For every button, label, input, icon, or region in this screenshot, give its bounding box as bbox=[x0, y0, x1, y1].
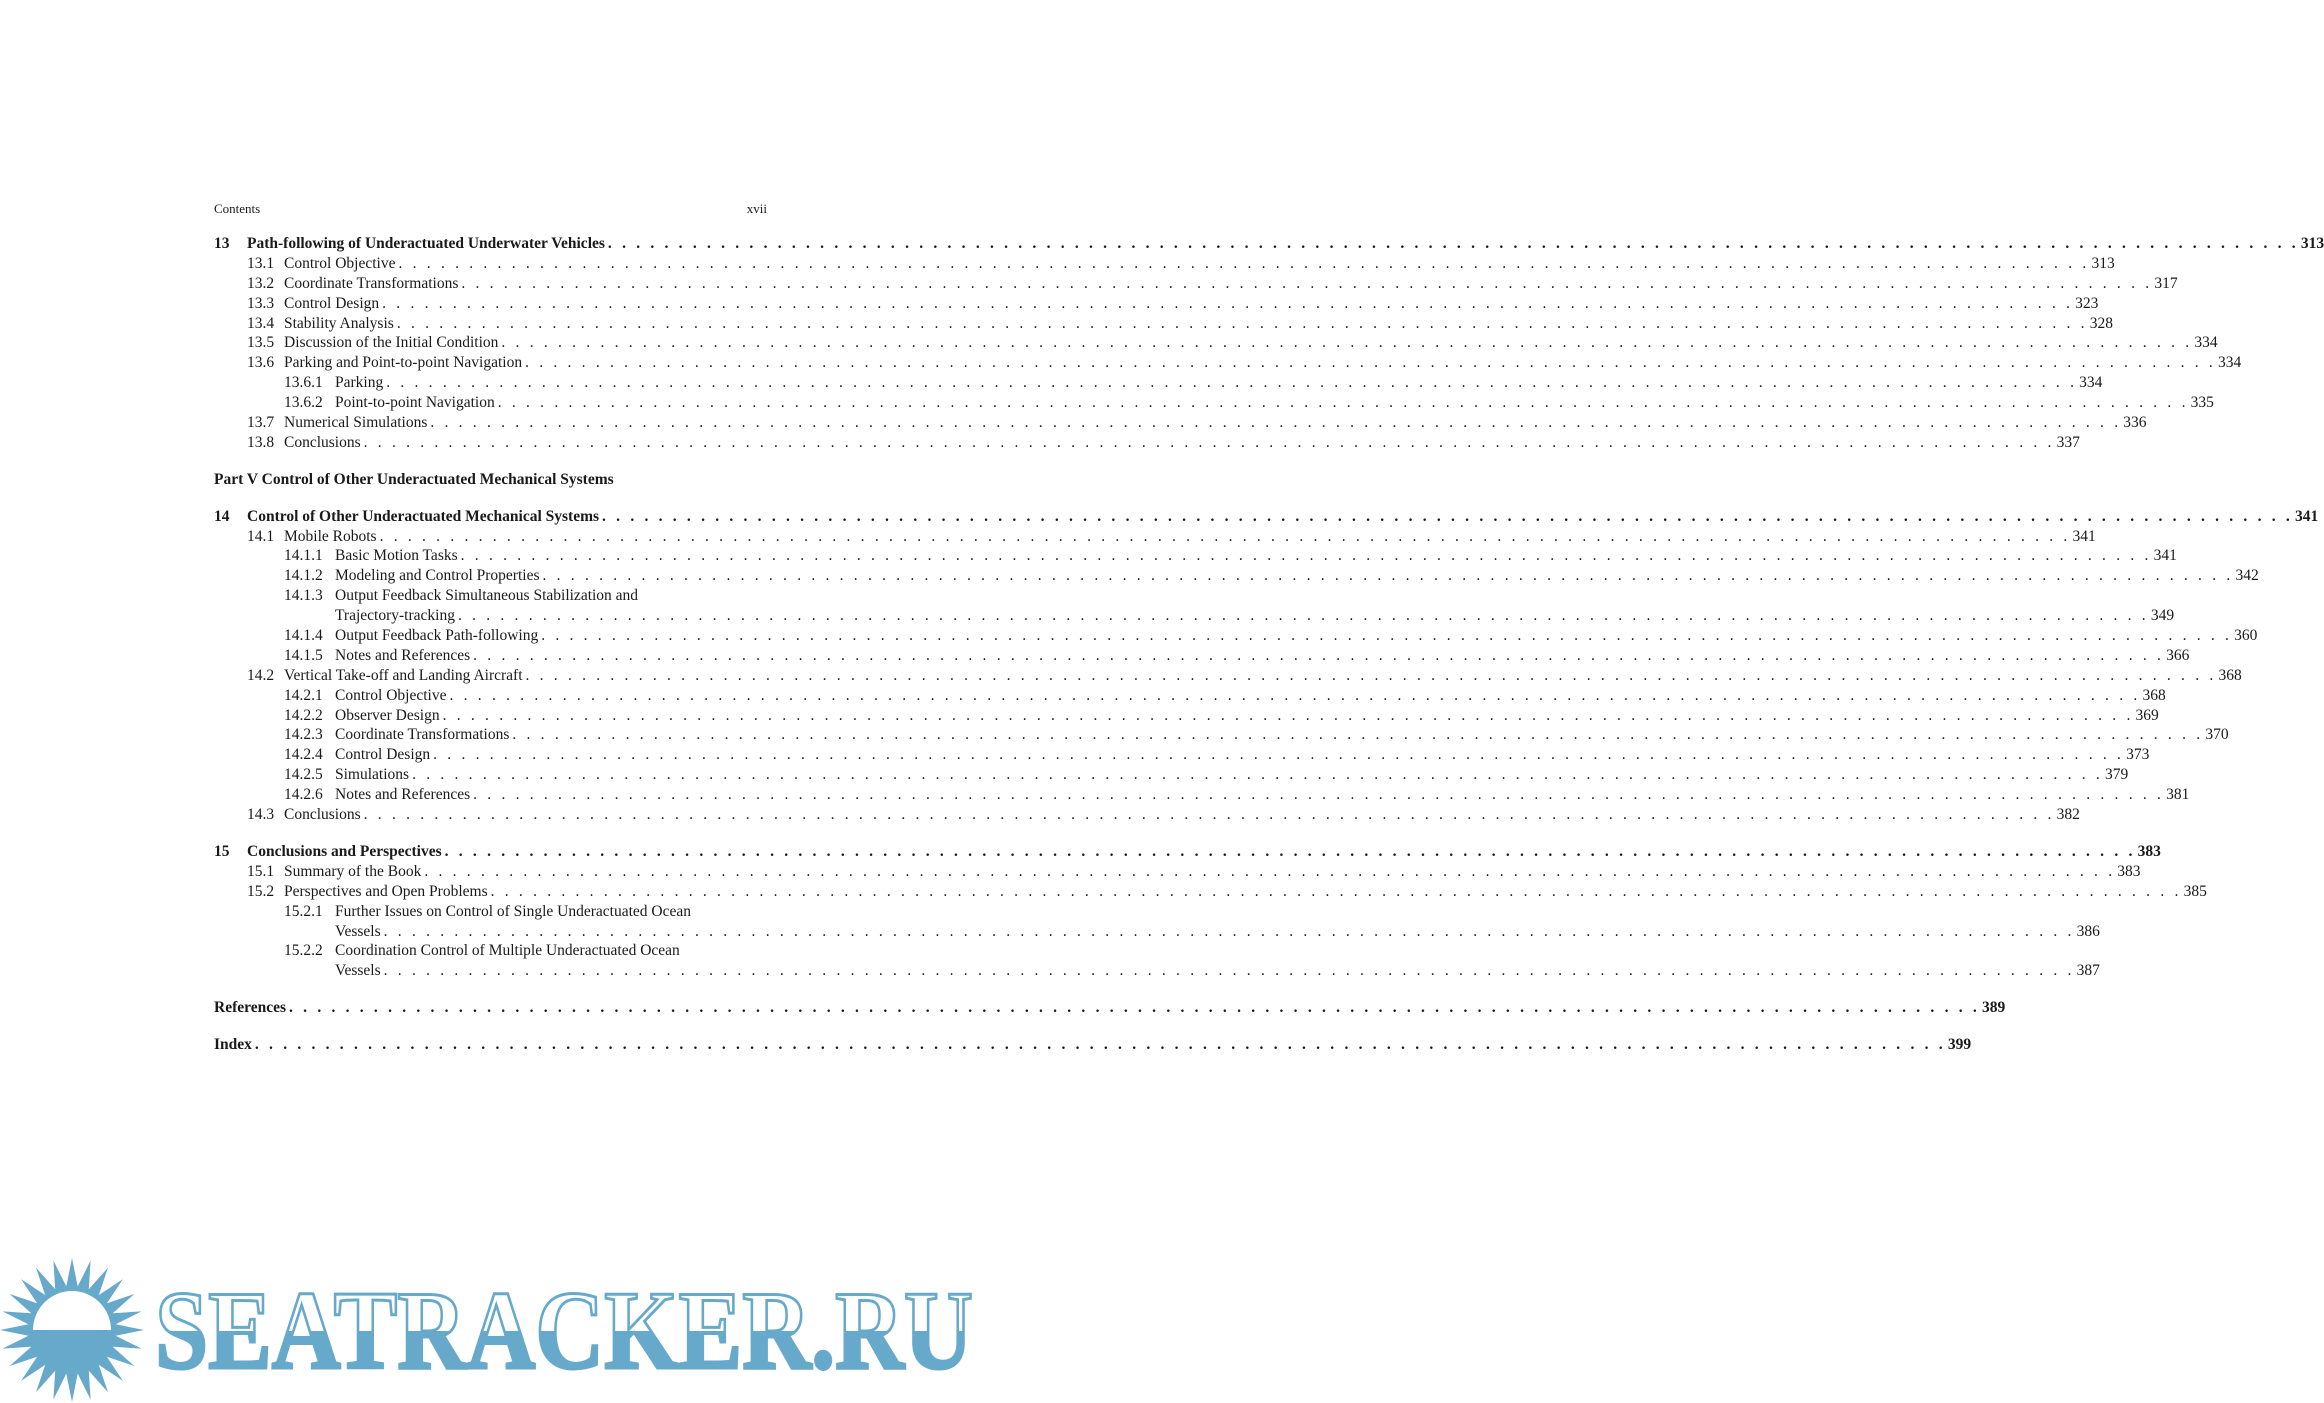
toc-entry[interactable] bbox=[214, 626, 2258, 646]
entry-page: 313 bbox=[2091, 254, 2115, 272]
entry-title: Further Issues on Control of Single Underactuated Ocean bbox=[335, 902, 691, 920]
toc-group bbox=[214, 1035, 1972, 1055]
entry-page: 334 bbox=[2218, 354, 2242, 372]
toc-entry[interactable] bbox=[214, 998, 2006, 1018]
entry-body bbox=[247, 234, 2324, 254]
entry-title: Point-to-point Navigation bbox=[335, 394, 495, 412]
dot-leader: . . . . . . . . . . . . . . . . . . . . . . . . . . . . . . . . . . . . . . . . . . . . . . . . . . . . . . . . . . . . . . . . . . . . . . . . . . . . . . . . . . . . . . . . . . . . . . . . . . . . . . . . . . . . . . . . . . . . . . . . bbox=[383, 922, 2075, 940]
toc-entry[interactable] bbox=[214, 785, 2190, 805]
entry-number: 14.1.2 bbox=[284, 567, 323, 585]
toc-entry[interactable] bbox=[214, 254, 2115, 274]
entry-title: Control Design bbox=[284, 294, 380, 312]
entry-page: 366 bbox=[2166, 646, 2190, 664]
entry-body bbox=[335, 725, 2229, 745]
entry-number: 14.1.4 bbox=[284, 627, 323, 645]
toc-entry[interactable] bbox=[214, 666, 2242, 686]
entry-number: 14.2.2 bbox=[284, 706, 323, 724]
toc-entry[interactable] bbox=[214, 765, 2129, 785]
dot-leader: . . . . . . . . . . . . . . . . . . . . . . . . . . . . . . . . . . . . . . . . . . . . . . . . . . . . . . . . . . . . . . . . . . . . . . . . . . . . . . . . . . . . . . . . . . . . . . . . . . . . . . . . . . . . . . . . . . . . . . . . bbox=[490, 882, 2182, 900]
dot-leader: . . . . . . . . . . . . . . . . . . . . . . . . . . . . . . . . . . . . . . . . . . . . . . . . . . . . . . . . . . . . . . . . . . . . . . . . . . . . . . . . . . . . . . . . . . . . . . . . . . . . . . . . . . . . . . . . . . . . . . . . bbox=[289, 999, 1980, 1017]
toc-entry-continuation bbox=[214, 922, 2100, 942]
dot-leader: . . . . . . . . . . . . . . . . . . . . . . . . . . . . . . . . . . . . . . . . . . . . . . . . . . . . . . . . . . . . . . . . . . . . . . . . . . . . . . . . . . . . . . . . . . . . . . . . . . . . . . . . . . . . . . . . . . . . . . . . bbox=[512, 726, 2204, 744]
entry-number: 13.5 bbox=[247, 334, 275, 352]
seatracker-watermark bbox=[0, 1250, 991, 1403]
entry-number: 13.6.2 bbox=[284, 394, 323, 412]
entry-title: Parking bbox=[335, 374, 384, 392]
toc-group bbox=[214, 842, 2207, 981]
dot-leader: . . . . . . . . . . . . . . . . . . . . . . . . . . . . . . . . . . . . . . . . . . . . . . . . . . . . . . . . . . . . . . . . . . . . . . . . . . . . . . . . . . . . . . . . . . . . . . . . . . . . . . . . . . . . . . . . . . . . . . . . bbox=[602, 507, 2293, 525]
toc-entry[interactable] bbox=[214, 941, 767, 961]
entry-body bbox=[284, 527, 2096, 547]
entry-body bbox=[335, 546, 2177, 566]
entry-body bbox=[335, 626, 2258, 646]
entry-page: 336 bbox=[2123, 414, 2147, 432]
entry-body bbox=[335, 902, 767, 922]
toc-entry[interactable] bbox=[214, 842, 2161, 862]
entry-number: 13.1 bbox=[247, 254, 275, 272]
entry-title: Observer Design bbox=[335, 706, 440, 724]
entry-page: 383 bbox=[2117, 862, 2141, 880]
toc-group bbox=[214, 234, 2324, 453]
entry-page: 385 bbox=[2183, 882, 2207, 900]
dot-leader: . . . . . . . . . . . . . . . . . . . . . . . . . . . . . . . . . . . . . . . . . . . . . . . . . . . . . . . . . . . . . . . . . . . . . . . . . . . . . . . . . . . . . . . . . . . . . . . . . . . . . . . . . . . . . . . . . . . . . . . . bbox=[461, 274, 2153, 292]
entry-number: 13.2 bbox=[247, 274, 275, 292]
entry-title: Perspectives and Open Problems bbox=[284, 882, 488, 900]
dot-leader: . . . . . . . . . . . . . . . . . . . . . . . . . . . . . . . . . . . . . . . . . . . . . . . . . . . . . . . . . . . . . . . . . . . . . . . . . . . . . . . . . . . . . . . . . . . . . . . . . . . . . . . . . . . . . . . . . . . . . . . . bbox=[444, 842, 2136, 860]
entry-body bbox=[284, 254, 2115, 274]
entry-number: 14.1.1 bbox=[284, 547, 323, 565]
entry-page: 369 bbox=[2135, 706, 2159, 724]
entry-page: 342 bbox=[2235, 567, 2259, 585]
entry-title-continued: Vessels bbox=[335, 962, 381, 980]
dot-leader: . . . . . . . . . . . . . . . . . . . . . . . . . . . . . . . . . . . . . . . . . . . . . . . . . . . . . . . . . . . . . . . . . . . . . . . . . . . . . . . . . . . . . . . . . . . . . . . . . . . . . . . . . . . . . . . . . . . . . . . . bbox=[473, 646, 2165, 664]
toc-entry[interactable] bbox=[214, 706, 2159, 726]
entry-number: 15.2.2 bbox=[284, 942, 323, 960]
page-number: xvii bbox=[746, 201, 767, 216]
entry-number: 13.8 bbox=[247, 433, 275, 451]
toc-entry[interactable] bbox=[214, 353, 2242, 373]
entry-title: Coordinate Transformations bbox=[284, 274, 459, 292]
dot-leader: . . . . . . . . . . . . . . . . . . . . . . . . . . . . . . . . . . . . . . . . . . . . . . . . . . . . . . . . . . . . . . . . . . . . . . . . . . . . . . . . . . . . . . . . . . . . . . . . . . . . . . . . . . . . . . . . . . . . . . . . bbox=[363, 433, 2055, 451]
toc-entry[interactable] bbox=[214, 507, 2319, 527]
entry-title: Mobile Robots bbox=[284, 527, 377, 545]
entry-number: 13.6 bbox=[247, 354, 275, 372]
entry-number: 14.1 bbox=[247, 527, 275, 545]
entry-page: 383 bbox=[2137, 842, 2161, 860]
entry-title: Modeling and Control Properties bbox=[335, 567, 540, 585]
entry-page: 389 bbox=[1981, 999, 2006, 1017]
toc-entry[interactable] bbox=[214, 1035, 1972, 1055]
entry-page: 334 bbox=[2079, 374, 2103, 392]
dot-leader: . . . . . . . . . . . . . . . . . . . . . . . . . . . . . . . . . . . . . . . . . . . . . . . . . . . . . . . . . . . . . . . . . . . . . . . . . . . . . . . . . . . . . . . . . . . . . . . . . . . . . . . . . . . . . . . . . . . . . . . . bbox=[525, 354, 2217, 372]
entry-title-continued: Trajectory-tracking bbox=[335, 607, 455, 625]
entry-body bbox=[335, 373, 2103, 393]
entry-body bbox=[284, 862, 2141, 882]
sun-logo-icon bbox=[0, 1258, 144, 1402]
entry-body bbox=[284, 353, 2242, 373]
toc-entry[interactable] bbox=[214, 686, 2166, 706]
entry-title: Parking and Point-to-point Navigation bbox=[284, 354, 523, 372]
entry-number: 13 bbox=[214, 235, 230, 252]
entry-number: 13.3 bbox=[247, 294, 275, 312]
entry-body bbox=[284, 666, 2242, 686]
entry-title: Index bbox=[214, 1036, 252, 1054]
entry-number: 14.2.1 bbox=[284, 686, 323, 704]
dot-leader: . . . . . . . . . . . . . . . . . . . . . . . . . . . . . . . . . . . . . . . . . . . . . . . . . . . . . . . . . . . . . . . . . . . . . . . . . . . . . . . . . . . . . . . . . . . . . . . . . . . . . . . . . . . . . . . . . . . . . . . . bbox=[386, 374, 2078, 392]
entry-title: Control of Other Underactuated Mechanical Systems bbox=[247, 507, 600, 525]
entry-title: Basic Motion Tasks bbox=[335, 547, 458, 565]
running-header-title: Contents bbox=[214, 201, 261, 216]
toc-entry-continuation bbox=[214, 606, 2175, 626]
entry-number: 13.4 bbox=[247, 314, 275, 332]
dot-leader: . . . . . . . . . . . . . . . . . . . . . . . . . . . . . . . . . . . . . . . . . . . . . . . . . . . . . . . . . . . . . . . . . . . . . . . . . . . . . . . . . . . . . . . . . . . . . . . . . . . . . . . . . . . . . . . . . . . . . . . . bbox=[541, 627, 2233, 645]
entry-body bbox=[335, 646, 2190, 666]
entry-body bbox=[284, 882, 2207, 902]
dot-leader: . . . . . . . . . . . . . . . . . . . . . . . . . . . . . . . . . . . . . . . . . . . . . . . . . . . . . . . . . . . . . . . . . . . . . . . . . . . . . . . . . . . . . . . . . . . . . . . . . . . . . . . . . . . . . . . . . . . . . . . . bbox=[398, 254, 2090, 272]
entry-title: Conclusions and Perspectives bbox=[247, 842, 442, 860]
entry-page: 382 bbox=[2056, 806, 2080, 824]
entry-number: 13.6.1 bbox=[284, 374, 323, 392]
entry-title-continued: Vessels bbox=[335, 922, 381, 940]
dot-leader: . . . . . . . . . . . . . . . . . . . . . . . . . . . . . . . . . . . . . . . . . . . . . . . . . . . . . . . . . . . . . . . . . . . . . . . . . . . . . . . . . . . . . . . . . . . . . . . . . . . . . . . . . . . . . . . . . . . . . . . . bbox=[473, 786, 2165, 804]
toc-entry[interactable] bbox=[214, 527, 2096, 547]
entry-body bbox=[335, 686, 2166, 706]
entry-title: Path-following of Underactuated Underwater Vehicles bbox=[247, 235, 605, 252]
entry-page: 373 bbox=[2126, 746, 2150, 764]
entry-title: Stability Analysis bbox=[284, 314, 394, 332]
watermark-text: SEATRACKER.RU bbox=[155, 1269, 973, 1393]
dot-leader: . . . . . . . . . . . . . . . . . . . . . . . . . . . . . . . . . . . . . . . . . . . . . . . . . . . . . . . . . . . . . . . . . . . . . . . . . . . . . . . . . . . . . . . . . . . . . . . . . . . . . . . . . . . . . . . . . . . . . . . . bbox=[497, 394, 2189, 412]
toc-entry[interactable] bbox=[214, 745, 2150, 765]
entry-page: 360 bbox=[2234, 627, 2258, 645]
entry-page: 323 bbox=[2075, 294, 2099, 312]
entry-number: 15.1 bbox=[247, 862, 275, 880]
entry-body bbox=[284, 274, 2178, 294]
entry-body bbox=[284, 805, 2080, 825]
entry-number: 14 bbox=[214, 507, 230, 525]
entry-page: 341 bbox=[2072, 527, 2096, 545]
entry-body bbox=[335, 941, 767, 961]
entry-number: 14.2 bbox=[247, 666, 275, 684]
entry-title: Control Objective bbox=[284, 254, 396, 272]
entry-page: 381 bbox=[2166, 786, 2190, 804]
entry-body bbox=[335, 586, 767, 606]
entry-body bbox=[214, 998, 2006, 1018]
entry-page: 335 bbox=[2190, 394, 2214, 412]
entry-page: 328 bbox=[2089, 314, 2113, 332]
toc-entry[interactable] bbox=[214, 725, 2229, 745]
dot-leader: . . . . . . . . . . . . . . . . . . . . . . . . . . . . . . . . . . . . . . . . . . . . . . . . . . . . . . . . . . . . . . . . . . . . . . . . . . . . . . . . . . . . . . . . . . . . . . . . . . . . . . . . . . . . . . . . . . . . . . . . bbox=[433, 746, 2125, 764]
entry-body bbox=[214, 1035, 1972, 1055]
entry-body bbox=[284, 333, 2218, 353]
toc-entry[interactable] bbox=[214, 586, 767, 606]
entry-body bbox=[335, 393, 2214, 413]
entry-number: 14.2.3 bbox=[284, 726, 323, 744]
entry-body bbox=[247, 507, 2319, 527]
dot-leader: . . . . . . . . . . . . . . . . . . . . . . . . . . . . . . . . . . . . . . . . . . . . . . . . . . . . . . . . . . . . . . . . . . . . . . . . . . . . . . . . . . . . . . . . . . . . . . . . . . . . . . . . . . . . . . . . . . . . . . . . bbox=[412, 766, 2104, 784]
entry-title: Numerical Simulations bbox=[284, 414, 428, 432]
entry-page: 337 bbox=[2056, 433, 2080, 451]
toc-entry-continuation bbox=[214, 961, 2100, 981]
entry-number: 13.7 bbox=[247, 414, 275, 432]
entry-page: 379 bbox=[2105, 766, 2129, 784]
entry-number: 14.2.5 bbox=[284, 766, 323, 784]
toc-entry[interactable] bbox=[214, 882, 2207, 902]
entry-title: Summary of the Book bbox=[284, 862, 422, 880]
toc-group bbox=[214, 507, 2319, 825]
toc-entry[interactable] bbox=[214, 862, 2141, 882]
entry-body bbox=[335, 765, 2129, 785]
dot-leader: . . . . . . . . . . . . . . . . . . . . . . . . . . . . . . . . . . . . . . . . . . . . . . . . . . . . . . . . . . . . . . . . . . . . . . . . . . . . . . . . . . . . . . . . . . . . . . . . . . . . . . . . . . . . . . . . . . . . . . . . bbox=[363, 806, 2055, 824]
toc-entry[interactable] bbox=[214, 566, 2259, 586]
entry-number: 15 bbox=[214, 842, 230, 860]
dot-leader: . . . . . . . . . . . . . . . . . . . . . . . . . . . . . . . . . . . . . . . . . . . . . . . . . . . . . . . . . . . . . . . . . . . . . . . . . . . . . . . . . . . . . . . . . . . . . . . . . . . . . . . . . . . . . . . . . . . . . . . . bbox=[383, 962, 2075, 980]
entry-number: 15.2 bbox=[247, 882, 275, 900]
toc-entry[interactable] bbox=[214, 902, 767, 922]
dot-leader: . . . . . . . . . . . . . . . . . . . . . . . . . . . . . . . . . . . . . . . . . . . . . . . . . . . . . . . . . . . . . . . . . . . . . . . . . . . . . . . . . . . . . . . . . . . . . . . . . . . . . . . . . . . . . . . . . . . . . . . . bbox=[254, 1036, 1946, 1054]
toc-entry[interactable] bbox=[214, 274, 2178, 294]
entry-page: 399 bbox=[1947, 1036, 1972, 1054]
entry-body bbox=[335, 922, 2100, 942]
entry-title: Simulations bbox=[335, 766, 410, 784]
entry-body bbox=[247, 842, 2161, 862]
dot-leader: . . . . . . . . . . . . . . . . . . . . . . . . . . . . . . . . . . . . . . . . . . . . . . . . . . . . . . . . . . . . . . . . . . . . . . . . . . . . . . . . . . . . . . . . . . . . . . . . . . . . . . . . . . . . . . . . . . . . . . . . bbox=[424, 862, 2116, 880]
entry-title: Notes and References bbox=[335, 786, 471, 804]
dot-leader: . . . . . . . . . . . . . . . . . . . . . . . . . . . . . . . . . . . . . . . . . . . . . . . . . . . . . . . . . . . . . . . . . . . . . . . . . . . . . . . . . . . . . . . . . . . . . . . . . . . . . . . . . . . . . . . . . . . . . . . . bbox=[430, 414, 2122, 432]
toc-group bbox=[214, 998, 2006, 1018]
dot-leader: . . . . . . . . . . . . . . . . . . . . . . . . . . . . . . . . . . . . . . . . . . . . . . . . . . . . . . . . . . . . . . . . . . . . . . . . . . . . . . . . . . . . . . . . . . . . . . . . . . . . . . . . . . . . . . . . . . . . . . . . bbox=[457, 607, 2149, 625]
entry-number: 14.2.6 bbox=[284, 786, 323, 804]
entry-body bbox=[335, 606, 2175, 626]
dot-leader: . . . . . . . . . . . . . . . . . . . . . . . . . . . . . . . . . . . . . . . . . . . . . . . . . . . . . . . . . . . . . . . . . . . . . . . . . . . . . . . . . . . . . . . . . . . . . . . . . . . . . . . . . . . . . . . . . . . . . . . . bbox=[542, 567, 2234, 585]
entry-body bbox=[284, 294, 2099, 314]
entry-page: 368 bbox=[2218, 666, 2242, 684]
entry-body bbox=[284, 413, 2147, 433]
entry-title: References bbox=[214, 999, 287, 1017]
entry-number: 14.1.3 bbox=[284, 587, 323, 605]
toc-entry[interactable] bbox=[214, 373, 2103, 393]
dot-leader: . . . . . . . . . . . . . . . . . . . . . . . . . . . . . . . . . . . . . . . . . . . . . . . . . . . . . . . . . . . . . . . . . . . . . . . . . . . . . . . . . . . . . . . . . . . . . . . . . . . . . . . . . . . . . . . . . . . . . . . . bbox=[460, 547, 2152, 565]
toc-entry[interactable] bbox=[214, 294, 2099, 314]
entry-title: Coordinate Transformations bbox=[335, 726, 510, 744]
entry-title: Conclusions bbox=[284, 806, 361, 824]
entry-page: 368 bbox=[2142, 686, 2166, 704]
entry-page: 341 bbox=[2294, 507, 2319, 525]
entry-title: Output Feedback Simultaneous Stabilization and bbox=[335, 587, 639, 605]
toc-entry[interactable] bbox=[214, 393, 2214, 413]
toc-entry[interactable] bbox=[214, 805, 2080, 825]
dot-leader: . . . . . . . . . . . . . . . . . . . . . . . . . . . . . . . . . . . . . . . . . . . . . . . . . . . . . . . . . . . . . . . . . . . . . . . . . . . . . . . . . . . . . . . . . . . . . . . . . . . . . . . . . . . . . . . . . . . . . . . . bbox=[379, 527, 2071, 545]
entry-body bbox=[335, 706, 2159, 726]
entry-title: Control Design bbox=[335, 746, 431, 764]
entry-number: 14.2.4 bbox=[284, 746, 323, 764]
entry-body bbox=[335, 961, 2100, 981]
entry-page: 370 bbox=[2205, 726, 2229, 744]
entry-body bbox=[284, 433, 2080, 453]
entry-page: 387 bbox=[2076, 962, 2100, 980]
toc-entry[interactable] bbox=[214, 546, 2177, 566]
entry-number: 15.2.1 bbox=[284, 902, 323, 920]
entry-title: Conclusions bbox=[284, 433, 361, 451]
table-of-contents bbox=[214, 234, 2324, 1072]
toc-entry[interactable] bbox=[214, 433, 2080, 453]
entry-body bbox=[284, 314, 2113, 334]
entry-title: Notes and References bbox=[335, 646, 471, 664]
entry-title: Output Feedback Path-following bbox=[335, 627, 539, 645]
entry-title: Vertical Take-off and Landing Aircraft bbox=[284, 666, 523, 684]
entry-page: 341 bbox=[2153, 547, 2177, 565]
entry-page: 349 bbox=[2150, 607, 2175, 625]
dot-leader: . . . . . . . . . . . . . . . . . . . . . . . . . . . . . . . . . . . . . . . . . . . . . . . . . . . . . . . . . . . . . . . . . . . . . . . . . . . . . . . . . . . . . . . . . . . . . . . . . . . . . . . . . . . . . . . . . . . . . . . . bbox=[449, 686, 2141, 704]
entry-title: Control Objective bbox=[335, 686, 447, 704]
dot-leader: . . . . . . . . . . . . . . . . . . . . . . . . . . . . . . . . . . . . . . . . . . . . . . . . . . . . . . . . . . . . . . . . . . . . . . . . . . . . . . . . . . . . . . . . . . . . . . . . . . . . . . . . . . . . . . . . . . . . . . . . bbox=[396, 314, 2088, 332]
toc-entry[interactable] bbox=[214, 314, 2113, 334]
entry-title: Coordination Control of Multiple Underactuated Ocean bbox=[335, 942, 680, 960]
entry-number: 14.3 bbox=[247, 806, 275, 824]
entry-number: 14.1.5 bbox=[284, 646, 323, 664]
entry-body bbox=[335, 566, 2259, 586]
entry-page: 313 bbox=[2300, 235, 2324, 252]
toc-entry[interactable] bbox=[214, 333, 2218, 353]
entry-body bbox=[335, 745, 2150, 765]
dot-leader: . . . . . . . . . . . . . . . . . . . . . . . . . . . . . . . . . . . . . . . . . . . . . . . . . . . . . . . . . . . . . . . . . . . . . . . . . . . . . . . . . . . . . . . . . . . . . . . . . . . . . . . . . . . . . . . . . . . . . . . . bbox=[607, 235, 2299, 252]
part-heading: Part V Control of Other Underactuated Mechanical Systems bbox=[214, 470, 614, 488]
toc-entry[interactable] bbox=[214, 413, 2147, 433]
entry-body bbox=[335, 785, 2190, 805]
entry-page: 334 bbox=[2194, 334, 2218, 352]
entry-title: Discussion of the Initial Condition bbox=[284, 334, 499, 352]
dot-leader: . . . . . . . . . . . . . . . . . . . . . . . . . . . . . . . . . . . . . . . . . . . . . . . . . . . . . . . . . . . . . . . . . . . . . . . . . . . . . . . . . . . . . . . . . . . . . . . . . . . . . . . . . . . . . . . . . . . . . . . . bbox=[442, 706, 2134, 724]
dot-leader: . . . . . . . . . . . . . . . . . . . . . . . . . . . . . . . . . . . . . . . . . . . . . . . . . . . . . . . . . . . . . . . . . . . . . . . . . . . . . . . . . . . . . . . . . . . . . . . . . . . . . . . . . . . . . . . . . . . . . . . . bbox=[525, 666, 2217, 684]
entry-page: 386 bbox=[2076, 922, 2100, 940]
toc-entry[interactable] bbox=[214, 646, 2190, 666]
dot-leader: . . . . . . . . . . . . . . . . . . . . . . . . . . . . . . . . . . . . . . . . . . . . . . . . . . . . . . . . . . . . . . . . . . . . . . . . . . . . . . . . . . . . . . . . . . . . . . . . . . . . . . . . . . . . . . . . . . . . . . . . bbox=[382, 294, 2074, 312]
dot-leader: . . . . . . . . . . . . . . . . . . . . . . . . . . . . . . . . . . . . . . . . . . . . . . . . . . . . . . . . . . . . . . . . . . . . . . . . . . . . . . . . . . . . . . . . . . . . . . . . . . . . . . . . . . . . . . . . . . . . . . . . bbox=[501, 334, 2193, 352]
running-header bbox=[214, 201, 767, 217]
entry-page: 317 bbox=[2154, 274, 2178, 292]
toc-entry[interactable] bbox=[214, 234, 2324, 254]
